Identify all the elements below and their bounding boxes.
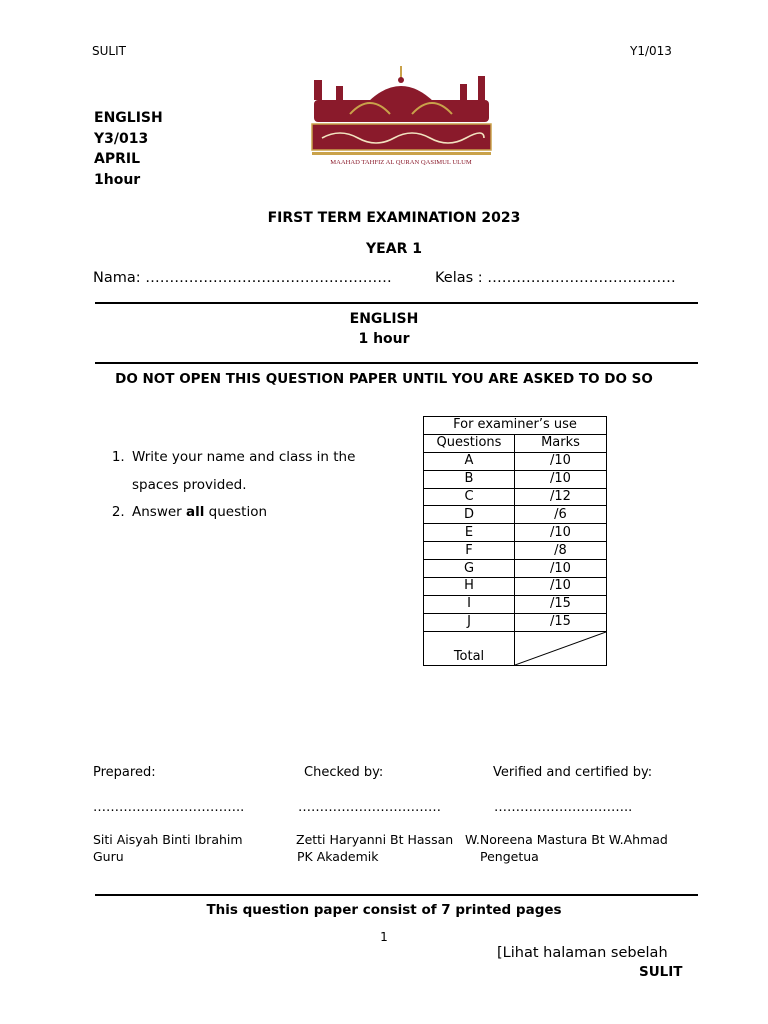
next-page-note: [Lihat halaman sebelah xyxy=(497,945,668,961)
marks-cell[interactable]: /10 xyxy=(515,452,607,470)
table-row xyxy=(424,613,607,631)
header-classification: SULIT xyxy=(92,44,126,58)
instruction-item-2 xyxy=(129,499,429,527)
checked-role: PK Akademik xyxy=(297,849,379,864)
banner-duration: 1 hour xyxy=(358,331,410,347)
marks-cell[interactable]: /6 xyxy=(515,506,607,524)
question-cell: C xyxy=(424,488,515,506)
banner-subject: ENGLISH xyxy=(349,311,419,327)
checked-signature-line: …………………………… xyxy=(298,800,441,815)
info-code: Y3/013 xyxy=(94,131,149,147)
class-field[interactable]: Kelas : ………………………………… xyxy=(435,270,676,286)
verified-name: W.Noreena Mastura Bt W.Ahmad xyxy=(465,832,668,847)
marks-cell[interactable]: /8 xyxy=(515,542,607,560)
info-month: APRIL xyxy=(94,151,141,167)
question-cell: G xyxy=(424,560,515,578)
table-row xyxy=(424,452,607,470)
instruction-item-1-line-1: Write your name and class in the xyxy=(132,449,356,465)
checked-label: Checked by: xyxy=(304,765,384,780)
question-cell: D xyxy=(424,506,515,524)
prepared-role: Guru xyxy=(93,849,124,864)
school-logo-emblem xyxy=(300,66,503,169)
question-cell: B xyxy=(424,470,515,488)
question-cell: A xyxy=(424,452,515,470)
total-diagonal-line xyxy=(515,632,606,665)
verified-label: Verified and certified by: xyxy=(493,765,653,780)
name-field[interactable]: Nama: …………………………………………… xyxy=(93,270,392,286)
question-cell: I xyxy=(424,595,515,613)
verified-role: Pengetua xyxy=(480,849,539,864)
examiner-table xyxy=(423,416,607,666)
column-header-marks: Marks xyxy=(515,434,607,452)
school-logo xyxy=(300,66,503,169)
info-duration: 1hour xyxy=(94,172,141,188)
table-row xyxy=(424,578,607,596)
prepared-signature-line: …………………………….. xyxy=(93,800,245,815)
examiner-table-header-row xyxy=(424,434,607,452)
table-row xyxy=(424,560,607,578)
instruction-item-2-emphasis: all xyxy=(186,504,205,520)
instruction-item-2-text: Answer xyxy=(132,504,187,520)
marks-cell[interactable]: /10 xyxy=(515,560,607,578)
table-row xyxy=(424,506,607,524)
table-row xyxy=(424,524,607,542)
checked-name: Zetti Haryanni Bt Hassan xyxy=(296,832,454,847)
total-marks-cell[interactable] xyxy=(515,631,607,665)
question-cell: E xyxy=(424,524,515,542)
instruction-item-1-line-2: spaces provided. xyxy=(132,476,247,493)
examiner-table-title-row xyxy=(424,417,607,435)
table-row xyxy=(424,470,607,488)
marks-cell[interactable]: /15 xyxy=(515,595,607,613)
divider-bottom xyxy=(95,894,698,896)
prepared-name: Siti Aisyah Binti Ibrahim xyxy=(93,832,243,847)
divider-top xyxy=(95,302,698,304)
marks-cell[interactable]: /15 xyxy=(515,613,607,631)
total-row xyxy=(424,631,607,665)
info-subject: ENGLISH xyxy=(94,110,163,126)
instruction-item-2-text-end: question xyxy=(204,504,268,520)
exam-year: YEAR 1 xyxy=(366,241,422,257)
examiner-table-title: For examiner’s use xyxy=(424,417,607,435)
question-cell: H xyxy=(424,578,515,596)
column-header-questions: Questions xyxy=(424,434,515,452)
table-row xyxy=(424,542,607,560)
total-label: Total xyxy=(424,631,515,665)
question-cell: J xyxy=(424,613,515,631)
table-row xyxy=(424,595,607,613)
verified-signature-line: ………………………….. xyxy=(494,800,633,815)
marks-cell[interactable]: /10 xyxy=(515,578,607,596)
marks-cell[interactable]: /10 xyxy=(515,524,607,542)
divider-middle xyxy=(95,362,698,364)
page-number: 1 xyxy=(380,930,388,944)
warning-text: DO NOT OPEN THIS QUESTION PAPER UNTIL YOU ARE ASKED TO DO SO xyxy=(115,371,653,387)
exam-title: FIRST TERM EXAMINATION 2023 xyxy=(267,210,521,226)
header-code: Y1/013 xyxy=(630,44,672,58)
table-row xyxy=(424,488,607,506)
instructions-list xyxy=(93,444,429,527)
marks-cell[interactable]: /12 xyxy=(515,488,607,506)
footer-classification: SULIT xyxy=(639,964,683,980)
instruction-item-1 xyxy=(129,444,429,499)
pages-note: This question paper consist of 7 printed pages xyxy=(206,902,562,918)
school-logo-caption: MAAHAD TAHFIZ AL QURAN QASIMUL ULUM xyxy=(330,159,472,166)
question-cell: F xyxy=(424,542,515,560)
marks-cell[interactable]: /10 xyxy=(515,470,607,488)
prepared-label: Prepared: xyxy=(93,765,156,780)
